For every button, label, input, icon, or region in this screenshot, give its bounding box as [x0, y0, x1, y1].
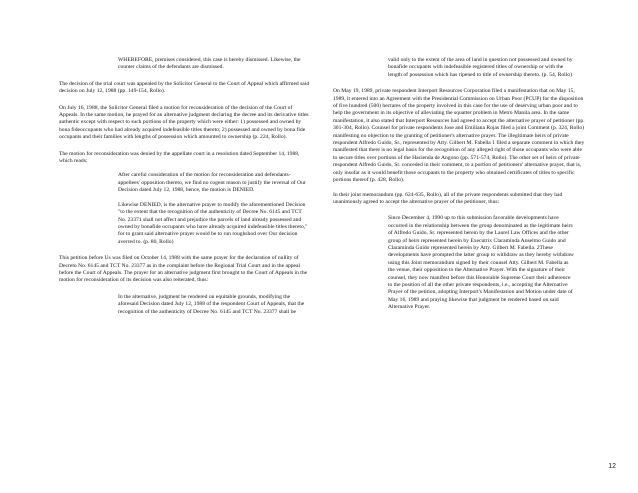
body-paragraph: On July 16, 1988, the Solicitor General filed a motion for reconsideration of the decision of the Court of Appeals. In the same motion, he prayed for an alternative judgment declaring the decree and its derivative titles authentic except with respect to such portions of the property which were either: 1) possessed and owned by bona fideoccupants who had already acquired indefeasible titles thereto; 2) possessed and owned by bona fide occupants and their families with lengths of possession which amounted to ownership (p. 224, Rollo).	[59, 104, 309, 141]
quoted-dispositive-paragraph: WHEREFORE, premises considered, this case is hereby dismissed. Likewise, the counter claims of the defendants are dismissed.	[118, 57, 301, 71]
quoted-resolution-paragraph: After careful consideration of the motion for reconsideration and defendants-appellees' opposition thereto, we find no cogent reason to justify the reversal of Our Decision dated July 12, 1988, hence, the motion is DENIED.	[118, 172, 306, 194]
body-paragraph: The motion for reconsideration was denied by the appellate court in a resolution dated September 14, 1988, which reads:	[59, 150, 300, 165]
left-column	[59, 57, 310, 316]
quoted-prayer-paragraph: In the alternative, judgment be rendered on equitable grounds, modifying the aforesaid Decision dated July 12, 1988 of the respondent Court of Appeals, that the recognition of the authenticity of Decree No. 6145 and TCT No. 23377 shall be	[118, 293, 305, 315]
quoted-memorandum-paragraph: Since December 4, 1990 up to this submission favorable developments have occurred in the relationship between the group denominated as the legitimate heirs of Alfredo Guido, Sr. represented herein by the Laurel Law Offices and the other group of heirs represented herein by Executrix Claraminda Anselmo Guido and Claraminda Guido represented herein by Atty. Gilbert M. Fabella. 2These developments have prompted the latter group to withdraw as they hereby withdraw using this Joint memorandum signed by their counsel Atty. Gilbert M. Fabella as the venue, their opposition to the Alternative Prayer. With the signature of their counsel, they now manifest before this Honorable Supreme Court their adherence to the position of all the other private respondents, i.e., accepting the Alternative Prayer of the petition, adopting Interport's Manifestation and Motion under date of May 16, 1989 and praying likewise that judgment be rendered based on said Alternative Prayer.	[388, 215, 574, 311]
body-paragraph: On May 19, 1989, private respondent Interport Resources Corporation filed a manifestation that on May 15, 1989, it entered into an Agreement with the Presidential Commission on Urban Poor (PCUP) for the disposition of five hundred (500) hectares of the property involved in this case for the use of deserving urban poor and to help the government in its objective of alleviating the squatter problem in Metro Manila area. In the same manifestation, it also stated that Interport Resources had agreed to accept the alternative prayer of petitioner (pp. 301-304, Rollo). Counsel for private respondents Jose and Emiliana Rojas filed a joint Comment (p. 324, Rollo) manifesting no objection to the granting of petitioner's alternative prayer. The illegitimate heirs of private respondent Alfredo Guido, Sr., represented by Atty. Gilbert M. Fabella 1 filed a separate comment in which they manifested that there is no legal basis for the recognition of any alleged right of those occupants who were able to secure titles over portions of the Hacienda de Angono (pp. 571-574, Rollo). The other set of heirs of private respondent Alfredo Guido, Sr. conceded in their comment, to a portion of petitioners' alternative prayer, that is, only insofar as it would benefit those occupants to the property who obtained certificates of titles to specific portions thereof (p. 428, Rollo).	[333, 88, 585, 184]
right-column	[333, 57, 585, 312]
body-paragraph: The decision of the trial court was appealed by the Solicitor General to the Court of Appeal which affirmed said decision on July 12, 1988 (pp. 149-154, Rollo).	[59, 80, 310, 95]
quoted-resolution-paragraph: Likewise DENIED, is the alternative prayer to modify the aforementioned Decision "to the extent that the recognition of the authenticity of Decree No. 6145 and TCT No. 23371 shall not affect and prejudice the parcels of land already possessed and owned by bonafide occupants who have already acquired indefeasible titles thereto," for to grant said alternative prayer would be to run roughshod over Our decision averred to. (p. 80, Rollo)	[118, 201, 308, 245]
body-paragraph: This petition before Us was filed on October 14, 1988 with the same prayer for the declaration of nullity of Decreto No. 6145 and TCT No. 23377 as in the complaint before the Regional Trial Court and in the appeal before the Court of Appeals. The prayer for an alternative judgment first brought to the Court of Appeals in the motion for reconsideration of its decision was also reiterated, thus:	[59, 255, 308, 284]
quoted-prayer-continuation: valid only to the extent of the area of land in question not possessed and owned by bonafide occupants with indefeasible registered titles of ownership or with the length of possession which has ripened to title of ownership thereto. (p. 54, Rollo)	[388, 57, 573, 78]
body-paragraph: In their joint memorandum (pp. 624-635, Rollo), all of the private respondents submitted that they had unanimously agreed to accept the alternative prayer of the petitioner, thus:	[333, 191, 563, 205]
page-number: 12	[608, 463, 616, 470]
